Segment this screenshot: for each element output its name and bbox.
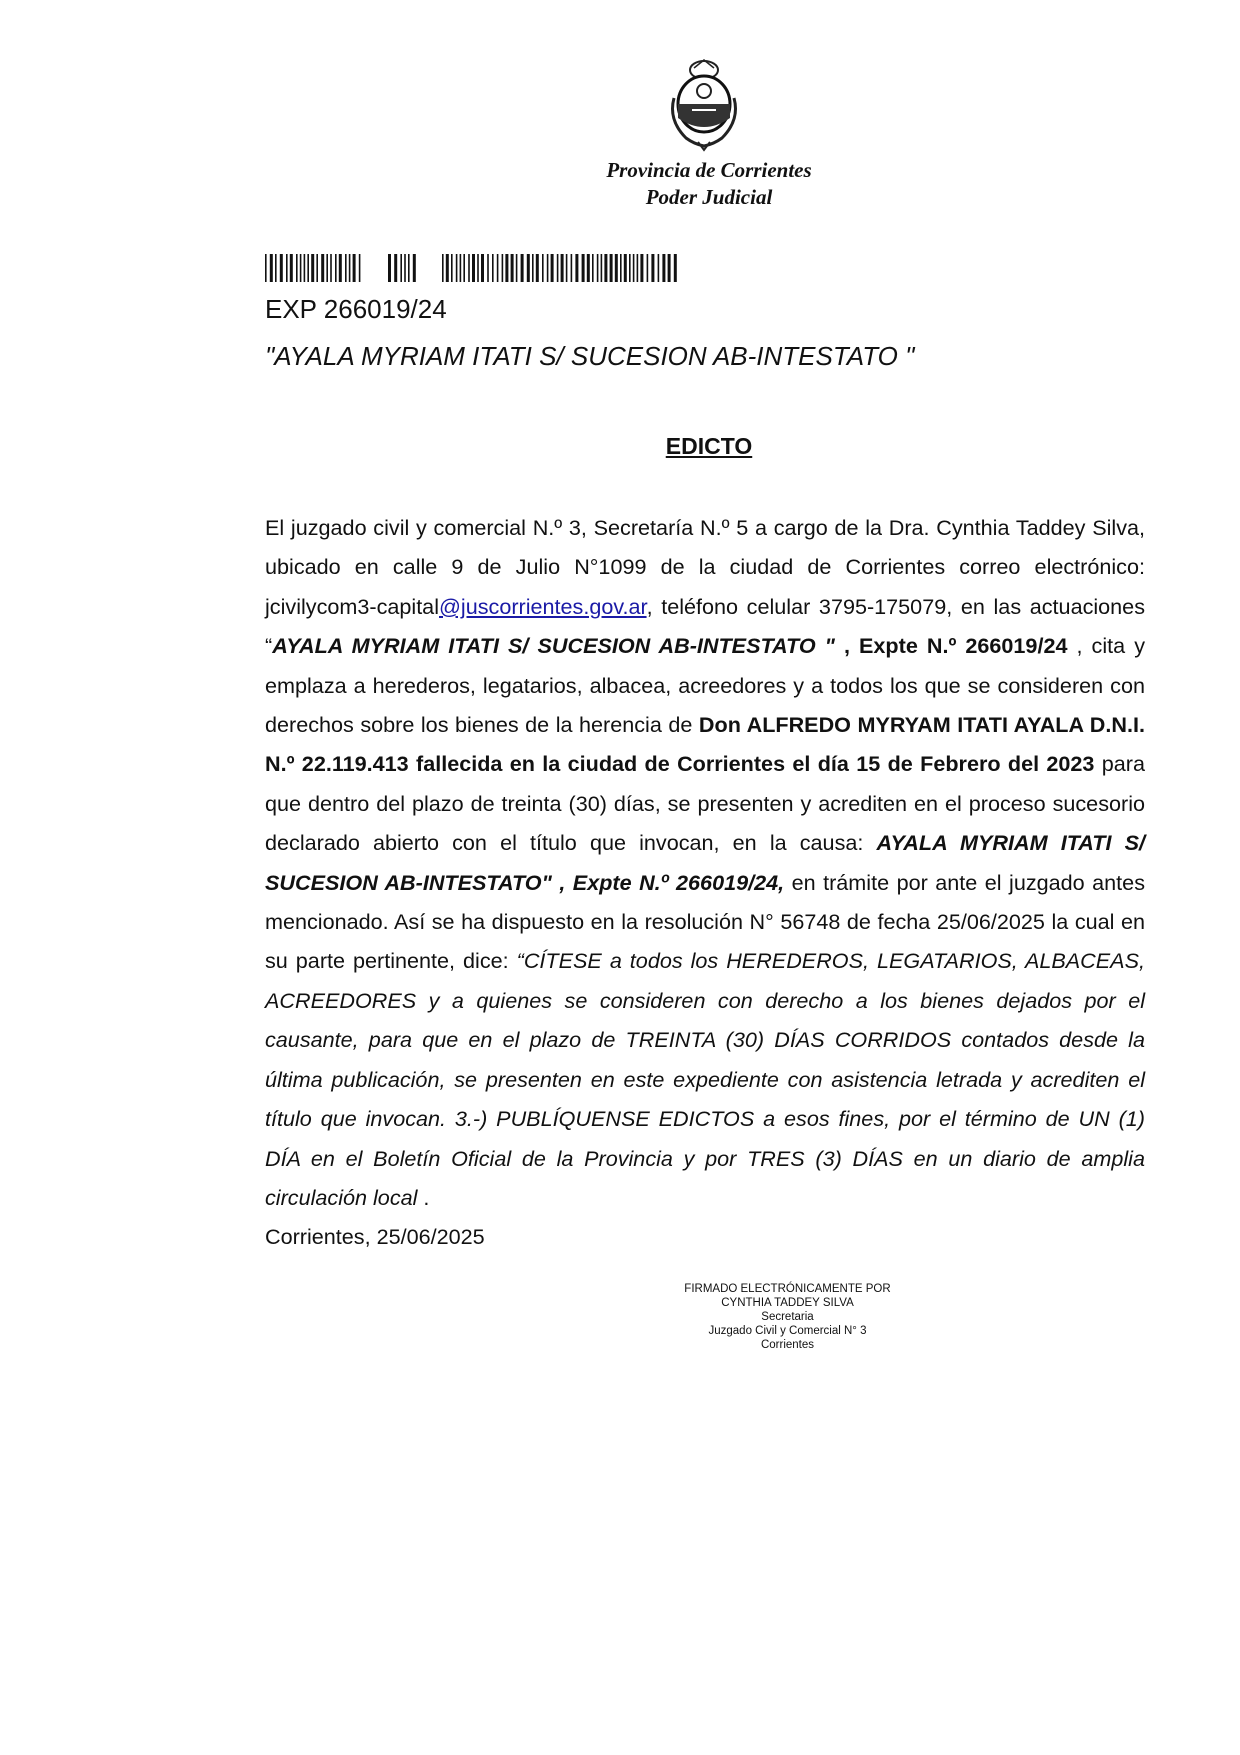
case-reference-bold: AYALA MYRIAM ITATI S/ SUCESION AB-INTESTATO" , Expte N.º 266019/24, <box>265 830 1146 895</box>
resolution-quote: “CÍTESE a todos los HEREDEROS, LEGATARIOS, ALBACEAS, ACREEDORES y a quienes se consideren con derecho a los bienes dejados por el causante, para que en el plazo de TREINTA (30) DÍAS CORRIDOS contados desde la última publicación, se presenten en este expediente con asistencia letrada y acrediten el título que invocan. 3.-) PUBLÍQUENSE EDICTOS a esos fines, por el término de UN (1) DÍA en el Boletín Oficial de la Provincia y por TRES (3) DÍAS en un diario de amplia circulación local <box>265 948 1145 1210</box>
header-branch: Poder Judicial <box>645 185 773 209</box>
quote-end: . <box>417 1184 430 1210</box>
signature-name: CYNTHIA TADDEY SILVA <box>721 1297 854 1309</box>
signature-city: Corrientes <box>760 1339 815 1351</box>
coat-of-arms-seal <box>664 58 744 152</box>
expediente-number: EXP 266019/24 <box>265 294 447 324</box>
place-date: Corrientes, 25/06/2025 <box>265 1224 485 1250</box>
body-text-1: El juzgado civil y comercial N.º 3, Secretaría N.º 5 a cargo de la Dra. Cynthia Taddey Silva, ubicado en calle 9 de Julio N°1099 de la ciudad de Corrientes correo electrónico: jcivilycom3-capital <box>265 515 1145 619</box>
edict-body <box>265 508 1145 1257</box>
barcode <box>265 254 685 282</box>
case-title: "AYALA MYRIAM ITATI S/ SUCESION AB-INTESTATO " <box>265 341 915 371</box>
signature-role: Secretaria <box>761 1311 814 1323</box>
header-province: Provincia de Corrientes <box>606 158 812 182</box>
deceased-details: Don ALFREDO MYRYAM ITATI AYALA D.N.I. N.º 22.119.413 fallecida en la ciudad de Corrientes el día 15 de Febrero del 2023 <box>265 712 1145 777</box>
document-title: EDICTO <box>665 433 753 459</box>
signature-line-1: FIRMADO ELECTRÓNICAMENTE POR <box>684 1283 891 1295</box>
body-text-5: en trámite por ante el juzgado antes mencionado. Así se ha dispuesto en la resolución N° 56748 de fecha 25/06/2025 la cual en su parte pertinente, dice: <box>265 869 1145 974</box>
signature-court: Juzgado Civil y Comercial N° 3 <box>708 1325 867 1337</box>
electronic-signature-block <box>665 1282 910 1352</box>
body-text-3: , cita y emplaza a herederos, legatarios, albacea, acreedores y a todos los que se consideren con derechos sobre los bienes de la herencia de <box>265 633 1145 738</box>
body-text-2: , teléfono celular 3795-175079, en las actuaciones “ <box>265 593 1145 659</box>
body-text-4: para que dentro del plazo de treinta (30) días, se presenten y acrediten en el proceso sucesorio declarado abierto con el título que invocan, en la causa: <box>265 751 1146 856</box>
email-link[interactable]: @juscorrientes.gov.ar <box>439 593 647 619</box>
expte-number-bold: , Expte N.º 266019/24 <box>834 633 1068 659</box>
case-caption-bold: AYALA MYRIAM ITATI S/ SUCESION AB-INTESTATO " <box>272 633 835 659</box>
